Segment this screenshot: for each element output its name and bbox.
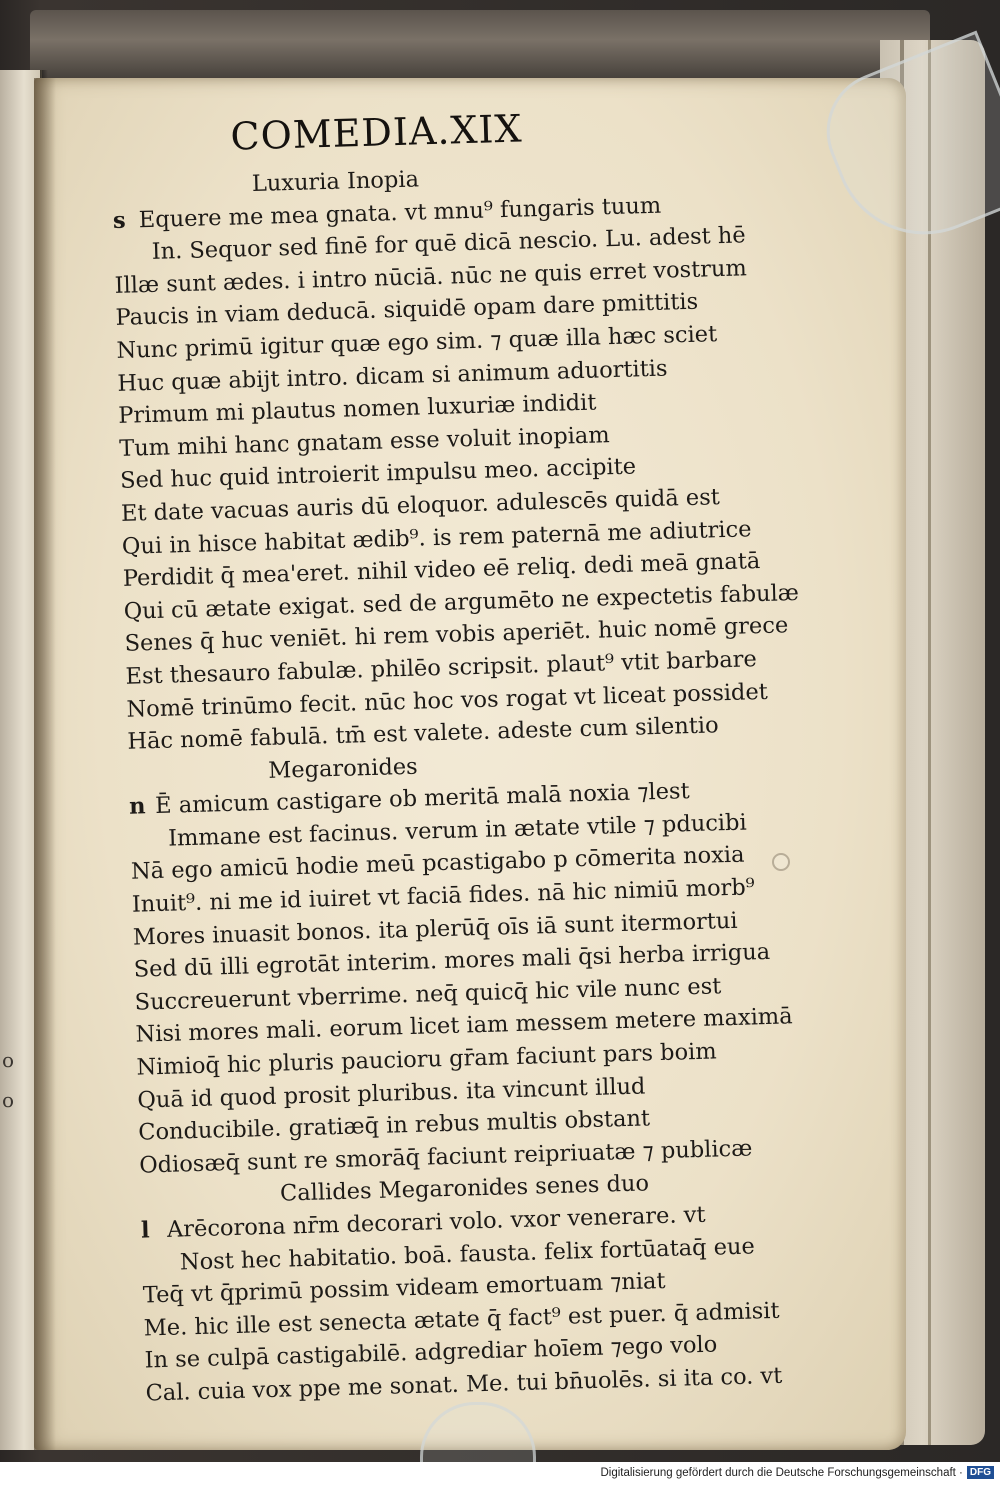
line-text: Ē amicum castigare ob meritā malā noxia ⁊lest (154, 778, 690, 820)
line-text: Primum mi plautus nomen luxuriæ indidit (117, 389, 597, 430)
line-text: Me. hic ille est senecta ætate q̄ fact⁹ est puer. q̄ admisit (143, 1297, 780, 1342)
book-binding (30, 10, 930, 85)
line-text: In se culpā castigabilē. adgrediar hoīem ⁊ego volo (144, 1331, 718, 1374)
text-block (110, 100, 800, 1410)
line-text: Nisi mores mali. eorum licet iam messem metere maximā (135, 1003, 793, 1049)
line-text: Arēcorona nr̄m decorari volo. vxor venerare. vt (166, 1201, 706, 1243)
line-text: Huc quæ abijt intro. dicam si animum aduortitis (117, 355, 668, 397)
line-text: Qui cū ætate exigat. sed de argumēto ne expectetis fabulæ (123, 579, 800, 625)
line-text: Luxuria Inopia (251, 166, 420, 198)
line-text: Sed huc quid introierit impulsu meo. accipite (119, 453, 637, 495)
page-header: COMEDIA.XIX (229, 106, 524, 159)
line-text: Immane est facinus. verum in ætate vtile ⁊ pducibi (167, 809, 747, 852)
line-text: Equere me mea gnata. vt mnu⁹ fungaris tuum (138, 192, 662, 233)
gutter-shadow (34, 78, 56, 1450)
line-text: Conducibile. gratiæq̄ in rebus multis obstant (137, 1105, 651, 1146)
line-text: Inuit⁹. ni me id iuiret vt faciā fides. nā hic nimiū morb⁹ (131, 874, 756, 918)
line-text: Megaronides (267, 753, 419, 784)
line-text: In. Sequor sed finē for quē dicā nescio. Lu. adest hē (151, 222, 746, 266)
line-text: Tum mihi hanc gnatam esse voluit inopiam (118, 421, 610, 462)
line-text: Quā id quod prosit pluribus. ita vincunt illud (137, 1073, 646, 1114)
line-text: Et date vacuas auris dū eloquor. adulescēs quidā est (120, 484, 721, 527)
line-text: Perdidit q̄ mea'eret. nihil video eē reliq. dedi meā gnatā (122, 548, 761, 592)
guide-letter: l (140, 1217, 150, 1244)
footer-credit: Digitalisierung gefördert durch die Deutsche Forschungsgemeinschaft · (600, 1467, 963, 1479)
guide-letter: s (112, 207, 126, 234)
guide-letter: n (128, 793, 146, 821)
line-text: Odiosæq̄ sunt re smorāq̄ faciunt reipriuatæ ⁊ publicæ (138, 1135, 753, 1179)
line-text: Mores inuasit bonos. ita plerūq̄ oīs iā sunt itermortui (132, 907, 738, 951)
line-text: Teq̄ vt q̄primū possim videam emortuam ⁊niat (142, 1268, 666, 1309)
line-text: Senes q̄ huc veniēt. hi rem vobis aperiēt. huic nomē grece (124, 612, 789, 658)
line-text: Nunc primū igitur quæ ego sim. ⁊ quæ illa hæc sciet (116, 321, 718, 364)
line-text: Nā ego amicū hodie meū pcastigabo p cōmerita noxia (130, 842, 745, 886)
line-text: Nimioq̄ hic pluris paucioru gr̄am faciunt pars boim (136, 1038, 717, 1081)
line-text: Cal. cuia vox ppe me sonat. Me. tui bn̄uolēs. si ita co. vt (145, 1362, 783, 1407)
text-lines (112, 154, 800, 1410)
line-text: Paucis in viam deducā. siquidē opam dare pmittitis (115, 289, 699, 332)
left-margin-marks: o o (2, 1048, 15, 1112)
line-text: Est thesauro fabulæ. philēo scripsit. plaut⁹ vtit barbare (125, 646, 758, 690)
line-text: Sed dū illi egrotāt interim. mores mali q̄si herba irrigua (133, 939, 771, 983)
line-text: Nomē trinūmo fecit. nūc hoc vos rogat vt liceat possidet (126, 678, 769, 723)
line-text: Nost hec habitatio. boā. fausta. felix fortūataq̄ eue (179, 1233, 756, 1276)
line-text: Succreuerunt vberrime. neq̄ quicq̄ hic vile nunc est (134, 973, 722, 1016)
line-text: Qui in hisce habitat ædib⁹. is rem paternā me adiutrice (121, 515, 752, 560)
line-text: Illæ sunt ædes. i intro nūciā. nūc ne quis erret vostrum (114, 255, 748, 299)
line-text: Hāc nomē fabulā. tm̄ est valete. adeste cum silentio (127, 712, 719, 755)
dfg-logo: DFG (967, 1466, 994, 1479)
line-text: Callides Megaronides senes duo (279, 1170, 650, 1208)
digitization-footer (0, 1462, 1000, 1485)
